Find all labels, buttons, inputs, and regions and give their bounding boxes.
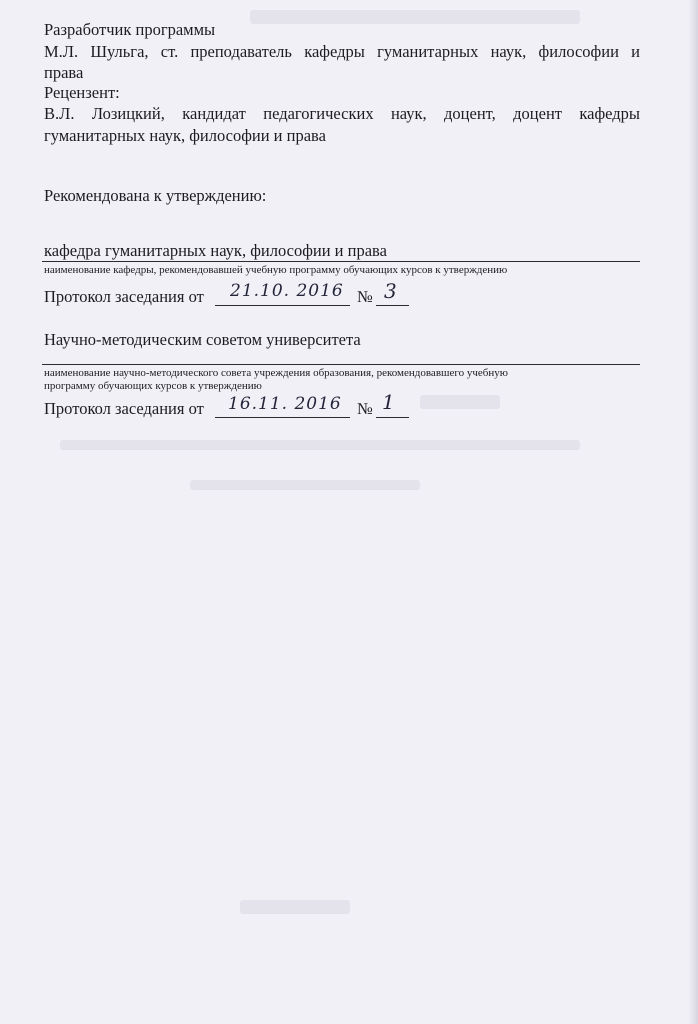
- protocol-1-number-underline: [376, 305, 409, 306]
- protocol-2-number-underline: [376, 417, 409, 418]
- protocol-2-number-label: №: [357, 399, 373, 418]
- council-name: Научно-методическим советом университета: [44, 330, 361, 349]
- protocol-1-date-underline: [215, 305, 350, 306]
- protocol-2-date: 16.11. 2016: [228, 394, 342, 414]
- protocol-1-label: Протокол заседания от: [44, 287, 204, 306]
- protocol-2-date-underline: [215, 417, 350, 418]
- recommended-label: Рекомендована к утверждению:: [44, 186, 267, 205]
- bleed-through-shadow: [190, 480, 420, 490]
- protocol-1-number-label: №: [357, 287, 373, 306]
- developer-line-1: М.Л. Шульга, ст. преподаватель кафедры гуманитарных наук, философии и: [44, 42, 640, 61]
- bleed-through-shadow: [420, 395, 500, 409]
- bleed-through-shadow: [60, 440, 580, 450]
- bleed-through-shadow: [240, 900, 350, 914]
- developer-line-2: права: [44, 63, 84, 82]
- reviewer-label: Рецензент:: [44, 83, 120, 102]
- protocol-2-number: 1: [382, 390, 396, 414]
- council-caption-line-2: программу обучающих курсов к утверждению: [44, 380, 262, 392]
- bleed-through-shadow: [250, 10, 580, 24]
- protocol-1-number: 3: [384, 279, 398, 303]
- department-underline: [42, 261, 640, 262]
- developer-label: Разработчик программы: [44, 20, 216, 39]
- reviewer-line-1: В.Л. Лозицкий, кандидат педагогических наук, доцент, доцент кафедры: [44, 104, 640, 123]
- reviewer-line-2: гуманитарных наук, философии и права: [44, 126, 326, 145]
- page-edge-shadow: [688, 0, 698, 1024]
- council-underline: [42, 364, 640, 365]
- department-name: кафедра гуманитарных наук, философии и права: [44, 241, 387, 260]
- council-caption-line-1: наименование научно-методического совета учреждения образования, рекомендовавшего учебную: [44, 367, 508, 379]
- protocol-1-date: 21.10. 2016: [230, 281, 344, 301]
- protocol-2-label: Протокол заседания от: [44, 399, 204, 418]
- department-caption: наименование кафедры, рекомендовавшей учебную программу обучающих курсов к утверждению: [44, 264, 508, 276]
